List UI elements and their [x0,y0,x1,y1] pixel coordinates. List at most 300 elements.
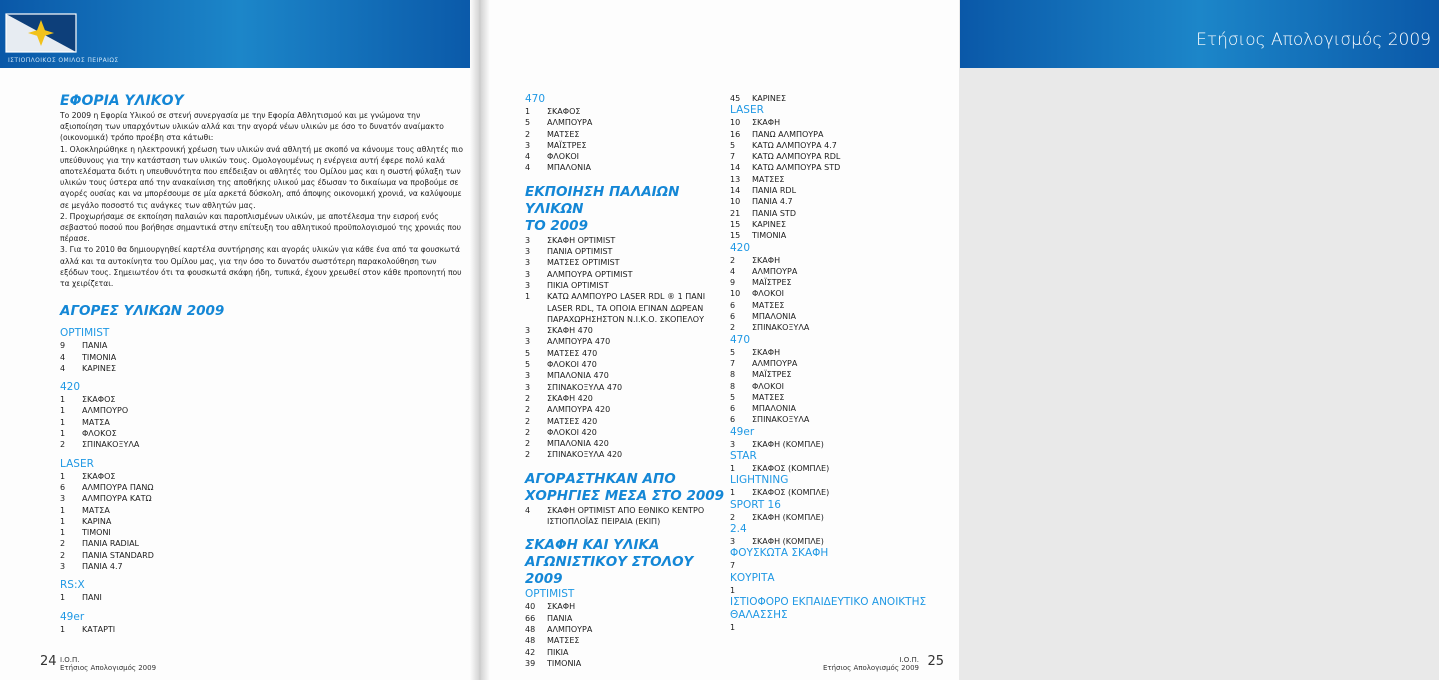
item-quantity: 3 [525,371,531,381]
item-quantity: 1 [730,622,736,632]
list-item [730,487,930,498]
item-description: ΣΚΑΦΗ [752,118,781,128]
paragraph: Το 2009 η Εφορία Υλικού σε στενή συνεργασία με την Εφορία Αθλητισμού και με γνώμονα την αξιοποίηση των υπαρχόντων υλικών αλλά και την αγορά νέων υλικών με όσο το δυνατόν αναίμακτο (οικονομικά) τρόπο προέβη στα κάτωθι: [60,111,444,143]
disposal-list [525,235,725,461]
item-description: ΦΛΟΚΟΙ [752,289,784,299]
item-description: ΜΠΑΛΟΝΙΑ [752,404,796,414]
list-item [60,417,465,428]
footer-org: Ι.Ο.Π. [60,656,80,664]
list-item [60,527,465,538]
list-item [525,505,725,516]
item-description: ΣΚΑΦΗ 420 [547,393,593,403]
fleet-title [525,537,725,588]
right-page [480,0,1431,680]
report-title: Ετήσιος Απολογισμός 2009 [1196,30,1431,50]
item-description: ΜΑΪΣΤΡΕΣ [547,140,587,150]
item-quantity: 2 [525,416,531,426]
item-quantity: 7 [730,358,736,368]
item-quantity: 1 [60,395,66,405]
item-description: ΠΑΝΙΑ OPTIMIST [547,247,613,257]
list-item [525,404,725,415]
footer-org: Ι.Ο.Π. [899,656,919,664]
item-quantity: 2 [730,255,736,265]
item-quantity: 16 [730,129,741,139]
group-name: 49er [730,425,755,438]
group-name: 2.4 [730,522,747,535]
item-description: ΠΑΝΙΑ RDL [752,186,797,196]
group-name: 470 [730,333,751,346]
paragraph: 3. Για το 2010 θα δημιουργηθεί καρτέλα συντήρησης και αγοράς υλικών για κάθε ένα από τα φουσκωτά αλλά και τα αυτοκίνητα του Ομίλου μας, για την όσο το δυνατόν σωστότερη παρακολούθηση των εξόδων τους. Σημειωτέον ότι τα φουσκωτά σκάφη ήδη, τυπικά, έχουν χρεωθεί στον κάθε προπονητή που τα χειρίζεται. [60,245,462,289]
item-quantity: 5 [730,140,736,150]
right-column-2 [730,93,930,633]
fleet-list [525,601,725,669]
disposal-title-line: ΕΚΠΟΙΗΣΗ ΠΑΛΑΙΩΝ ΥΛΙΚΩΝ [525,183,680,217]
item-quantity: 1 [60,516,66,526]
item-quantity: 3 [525,280,531,290]
list-item [730,585,930,596]
group-name: ΚΟΥΡΙΤΑ [730,571,775,584]
list-item [525,106,725,117]
list-item [525,257,725,268]
item-quantity: 5 [525,118,531,128]
list-item [60,428,465,439]
item-description: ΚΑΤΑΡΤΙ [82,624,116,634]
item-quantity: 15 [730,231,741,241]
list-item [730,536,930,547]
item-description: ΦΛΟΚΟΙ 420 [547,427,597,437]
group-name: ΦΟΥΣΚΩΤΑ ΣΚΑΦΗ [730,547,829,560]
list-item [730,463,930,474]
group-name: ΙΣΤΙΟΦΟΡΟ ΕΚΠΑΙΔΕΥΤΙΚΟ ΑΝΟΙΚΤΗΣ ΘΑΛΑΣΣΗΣ [730,595,927,621]
list-item [525,269,725,280]
list-item [730,358,930,369]
item-description: ΜΑΪΣΤΡΕΣ [752,370,792,380]
list-item [730,288,930,299]
list-item [525,303,725,314]
item-quantity: 3 [60,562,66,571]
list-item [730,266,930,277]
item-description: ΣΚΑΦΟΣ (ΚΟΜΠΛΕ) [752,464,830,474]
list-item [525,348,725,359]
group-name: LASER [730,104,764,117]
list-item [525,393,725,404]
purchases-title: ΑΓΟΡΕΣ ΥΛΙΚΩΝ 2009 [60,303,225,320]
item-quantity: 1 [60,505,66,515]
item-quantity: 2 [525,427,531,437]
footer-title: Ετήσιος Απολογισμός 2009 [822,664,919,672]
footer-title: Ετήσιος Απολογισμός 2009 [60,664,157,672]
item-quantity: 2 [730,323,736,333]
fleet-title-line: ΣΚΑΦΗ ΚΑΙ ΥΛΙΚΑ [525,537,660,554]
list-item [525,416,725,427]
item-description: ΑΛΜΠΟΥΡΟ [82,406,129,416]
item-description: ΣΠΙΝΑΚΟΞΥΛΑ [752,323,810,333]
item-quantity: 3 [525,258,531,268]
item-description: ΠΑΝΙ [82,593,102,603]
group-name: STAR [730,450,757,463]
item-description: ΠΑΝΩ ΑΛΜΠΟΥΡΑ [752,129,824,139]
list-item [525,336,725,347]
list-item [730,369,930,380]
list-item [525,325,725,336]
list-item [730,311,930,322]
item-quantity: 1 [60,406,66,416]
item-description: ΠΑΝΙΑ STANDARD [82,550,154,560]
group-name: 49er [60,610,85,623]
list-item [525,246,725,257]
item-description: ΠΑΝΙΑ STD [752,208,796,218]
list-item [525,314,725,325]
list-item [525,601,725,612]
item-description: ΚΑΤΩ ΑΛΜΠΟΥΡΑ STD [752,163,841,173]
section-title: ΕΦΟΡΙΑ ΥΛΙΚΟΥ [60,93,184,109]
list-item [730,140,930,151]
list-item [730,512,930,523]
item-quantity: 6 [730,312,736,322]
item-quantity: 2 [60,440,66,450]
item-quantity: 8 [730,381,736,391]
item-quantity: 6 [730,300,736,310]
list-item [60,538,465,549]
item-description: ΜΑΤΣΕΣ 470 [547,348,598,358]
item-quantity: 1 [525,292,531,302]
item-description: ΤΙΜΟΝΙΑ [752,231,787,241]
list-item [730,185,930,196]
item-quantity: 1 [60,429,66,439]
item-description: ΚΑΤΩ ΑΛΜΠΟΥΡΑ RDL [752,152,841,162]
item-description: ΦΛΟΚΟΙ [547,152,579,162]
list-item [525,280,725,291]
group-items [525,106,725,174]
item-quantity: 42 [525,647,536,657]
item-quantity: 6 [730,404,736,414]
item-description: ΑΛΜΠΟΥΡΑ [752,358,798,368]
item-description: ΣΠΙΝΑΚΟΞΥΛΑ 470 [547,382,623,392]
item-description: ΑΛΜΠΟΥΡΑ 470 [547,337,611,347]
list-item [525,235,725,246]
footer [60,656,156,672]
item-quantity: 3 [525,382,531,392]
list-item [525,151,725,162]
item-description: ΚΑΡΙΝΑ [82,516,112,526]
item-quantity: 1 [60,593,66,603]
item-description: ΜΑΤΣΑ [82,505,110,515]
item-description: ΣΚΑΦΟΣ [547,107,581,116]
item-quantity: 10 [730,289,741,299]
item-description [752,560,930,571]
list-item [60,561,465,572]
item-quantity: 3 [525,247,531,257]
fleet-list-continued [730,93,930,633]
item-quantity: 10 [730,118,741,128]
item-description: ΣΚΑΦΟΣ [82,471,116,481]
item-description [752,585,930,596]
item-description: ΦΛΟΚΟΙ [752,381,784,391]
item-quantity: 8 [730,370,736,380]
item-quantity: 13 [730,174,741,184]
item-description: ΜΑΤΣΕΣ [547,636,580,646]
item-description: ΠΑΝΙΑ RADIAL [82,539,140,549]
list-item [525,635,725,646]
list-item [60,471,465,482]
item-description: ΣΚΑΦΟΣ (ΚΟΜΠΛΕ) [752,488,830,498]
list-item [60,550,465,561]
item-quantity: 6 [730,415,736,425]
group-name: OPTIMIST [60,327,110,340]
right-column-1 [525,93,725,669]
list-item [525,359,725,370]
item-description: ΑΛΜΠΟΥΡΑ [547,624,593,634]
item-quantity: 1 [730,488,736,498]
list-item [60,352,465,363]
list-item [730,129,930,140]
item-description: ΚΑΤΩ ΑΛΜΠΟΥΡΟ LASER RDL ® 1 ΠΑΝΙ [547,292,706,302]
list-item [730,230,930,241]
list-item [730,174,930,185]
item-description: ΣΚΑΦΗ 470 [547,326,593,336]
group-name: OPTIMIST [525,588,575,601]
page-number: 25 [927,654,944,669]
item-description: ΠΙΚΙΑ [547,647,569,657]
item-quantity: 3 [525,337,531,347]
item-description: ΤΙΜΟΝΙ [82,528,111,538]
group-name: 420 [730,241,751,254]
list-item [525,117,725,128]
item-quantity: 7 [730,152,736,162]
list-item [730,208,930,219]
item-quantity: 4 [60,363,66,373]
list-item [60,363,465,374]
item-quantity: 1 [525,107,531,116]
sponsor-list [525,505,725,528]
item-quantity: 3 [525,326,531,336]
item-quantity: 1 [60,471,66,481]
item-description: ΠΑΝΙΑ 4.7 [82,562,123,571]
item-quantity: 5 [730,347,736,357]
group-name: RS:X [60,579,85,592]
item-description: ΣΚΑΦΗ (ΚΟΜΠΛΕ) [752,439,824,449]
item-quantity [525,314,547,325]
item-quantity: 9 [730,278,736,288]
list-item [525,162,725,173]
item-quantity: 14 [730,163,741,173]
list-item [730,322,930,333]
item-description: ΚΑΤΩ ΑΛΜΠΟΥΡΑ 4.7 [752,140,837,150]
fleet-title-line: ΑΓΩΝΙΣΤΙΚΟΥ ΣΤΟΛΟΥ 2009 [525,554,694,588]
header-band-left [0,0,479,68]
item-quantity: 5 [525,360,531,370]
list-item [60,592,465,603]
list-item [730,403,930,414]
list-item [525,647,725,658]
item-description: ΜΑΤΣΑ [82,417,110,427]
item-quantity: 7 [730,561,736,571]
item-description: ΠΙΚΙΑ OPTIMIST [547,280,609,290]
item-description: LASER RDL, ΤΑ ΟΠΟΙΑ ΕΓΙΝΑΝ ΔΩΡΕΑΝ [547,303,704,313]
paragraph: 2. Προχωρήσαμε σε εκποίηση παλαιών και παροπλισμένων υλικών, με αποτέλεσμα την εισροή ενός σεβαστού ποσού που βοήθησε σημαντικά στην επίτευξη του αθλητικού προϋπολογισμού της χρονιάς που πέρασε. [60,211,461,244]
item-quantity: 3 [730,536,736,546]
list-item [525,370,725,381]
list-item [730,255,930,266]
list-item [60,439,465,450]
list-item [525,624,725,635]
item-description: ΙΣΤΙΟΠΛΟΪΑΣ ΠΕΙΡΑΙΑ (ΕΚΙΠ) [547,517,661,527]
item-description: ΚΑΡΙΝΕΣ [752,219,786,229]
group-name: LIGHTNING [730,474,789,487]
item-quantity: 4 [525,505,531,515]
list-item [730,219,930,230]
item-description: ΣΚΑΦΗ (ΚΟΜΠΛΕ) [752,536,824,546]
item-description: ΠΑΝΙΑ [82,341,108,351]
disposal-title-line: ΤΟ 2009 [525,217,588,234]
list-item [730,560,930,571]
item-description: ΑΛΜΠΟΥΡΑ [752,266,798,276]
item-quantity: 1 [60,417,66,427]
group-name: 470 [525,93,546,105]
item-description: ΜΑΤΣΕΣ [547,129,580,139]
item-description: ΠΑΝΙΑ 4.7 [752,197,793,207]
page-number: 24 [40,654,57,669]
item-quantity: 5 [730,392,736,402]
list-item [60,516,465,527]
item-quantity: 4 [730,266,736,276]
item-description: ΣΚΑΦΗ OPTIMIST [547,235,616,245]
item-quantity: 15 [730,219,741,229]
list-item [60,505,465,516]
item-quantity: 5 [525,348,531,358]
item-description: ΜΑΤΣΕΣ [752,300,785,310]
list-item [525,516,725,527]
item-quantity: 1 [60,528,66,538]
item-description: ΜΑΪΣΤΡΕΣ [752,278,792,288]
item-quantity: 3 [525,269,531,279]
list-item [525,129,725,140]
list-item [730,622,930,633]
intro-text [60,110,465,289]
item-description: ΚΑΡΙΝΕΣ [752,94,786,103]
item-description [752,622,930,633]
group-name: SPORT 16 [730,498,781,511]
item-quantity: 2 [525,393,531,403]
list-item [730,300,930,311]
item-quantity: 4 [60,352,66,362]
item-quantity: 66 [525,613,536,623]
list-item [730,277,930,288]
item-quantity [525,516,547,527]
list-item [525,438,725,449]
item-description: ΤΙΜΟΝΙΑ [547,658,582,668]
item-description: ΜΠΑΛΟΝΙΑ 470 [547,371,609,381]
item-description: ΚΑΡΙΝΕΣ [82,363,116,373]
item-description: ΣΠΙΝΑΚΟΞΥΛΑ [82,440,140,450]
item-quantity: 39 [525,658,536,668]
item-description: ΠΑΡΑΧΩΡΗΣΗΣΤΟΝ Ν.Ι.Κ.Ο. ΣΚΟΠΕΛΟΥ [547,314,704,324]
item-description: ΤΙΜΟΝΙΑ [82,352,117,362]
group-name: LASER [60,457,94,470]
club-name: ΙΣΤΙΟΠΛΟΙΚΟΣ ΟΜΙΛΟΣ ΠΕΙΡΑΙΩΣ [8,57,119,64]
item-description: ΜΑΤΣΕΣ [752,174,785,184]
item-quantity: 9 [60,341,66,351]
list-item [525,613,725,624]
item-description: ΑΛΜΠΟΥΡΑ ΚΑΤΩ [82,494,152,504]
item-quantity: 48 [525,636,536,646]
list-item [60,405,465,416]
footer [823,656,919,672]
item-description: ΑΛΜΠΟΥΡΑ [547,118,593,128]
item-quantity: 4 [525,163,531,173]
list-item [60,493,465,504]
item-quantity: 2 [525,450,531,460]
list-item [730,93,930,104]
list-item [60,394,465,405]
item-quantity: 1 [730,464,736,474]
item-description: ΣΚΑΦΗ OPTIMIST ΑΠΟ ΕΘΝΙΚΟ ΚΕΝΤΡΟ [547,505,705,515]
item-description: ΦΛΟΚΟΙ 470 [547,360,597,370]
item-description: ΜΑΤΣΕΣ [752,392,785,402]
item-quantity: 1 [730,585,736,595]
list-item [730,162,930,173]
item-description: ΣΚΑΦΗ [752,347,781,357]
list-item [60,624,465,635]
item-quantity: 45 [730,94,741,103]
list-item [730,347,930,358]
list-item [525,658,725,669]
item-quantity: 3 [525,140,531,150]
item-quantity: 2 [525,439,531,449]
item-description: ΦΛΟΚΟΣ [82,429,117,439]
item-description: ΣΠΙΝΑΚΟΞΥΛΑ [752,415,810,425]
item-description: ΣΚΑΦΗ [752,255,781,265]
list-item [730,117,930,128]
paragraph: 1. Ολοκληρώθηκε η ηλεκτρονική χρέωση των υλικών ανά αθλητή με σκοπό να κάνουμε τους αθλητές πιο υπεύθυνους για την κατάσταση των υλικών τους. Ομολογουμένως η ενέργεια αυτή έφερε πολύ καλά αποτελέσματα διότι η υπευθυνότητα που επέδειξαν οι αθλητές του Ομίλου μας και η σωστή φύλαξη των υλικών τους ύστερα από την ανακαίνιση της αποθήκης υλικού μας έδωσαν το δικαίωμα να προβούμε σε αγορές ουσίας και να μπορέσουμε σε μία αρκετά δύσκολη, από άποψης οικονομική χρονιά, να καλύψουμε σε μεγάλο ποσοστό τις ανάγκες των αθλητών μας. [60,144,463,210]
item-description: ΜΠΑΛΟΝΙΑ [547,163,591,173]
left-content [60,93,465,635]
list-item [525,291,725,302]
item-description: ΜΠΑΛΟΝΙΑ 420 [547,439,609,449]
group-name: 420 [60,381,81,394]
disposal-title [525,184,725,235]
list-item [730,381,930,392]
item-quantity: 2 [525,129,531,139]
list-item [730,151,930,162]
sponsor-title [525,471,725,505]
item-quantity: 4 [525,152,531,162]
item-quantity: 2 [60,539,66,549]
sponsor-title-line: ΑΓΟΡΑΣΤΗΚΑΝ ΑΠΟ [525,470,676,487]
item-quantity: 14 [730,186,741,196]
item-description: ΑΛΜΠΟΥΡΑ ΠΑΝΩ [82,482,154,492]
club-logo-icon [4,8,78,58]
item-description: ΣΠΙΝΑΚΟΞΥΛΑ 420 [547,450,623,460]
page-fold [470,0,490,680]
sponsor-title-line: ΧΟΡΗΓΙΕΣ ΜΕΣΑ ΣΤΟ 2009 [525,487,725,504]
item-quantity: 6 [60,482,66,492]
item-description: ΠΑΝΙΑ [547,613,573,623]
item-quantity: 2 [730,512,736,522]
list-item [730,196,930,207]
item-quantity: 3 [525,235,531,245]
item-description: ΣΚΑΦΗ [547,602,576,612]
list-item [730,392,930,403]
item-description: ΑΛΜΠΟΥΡΑ OPTIMIST [547,269,633,279]
left-page [0,0,479,680]
item-description: ΜΑΤΣΕΣ OPTIMIST [547,258,620,268]
item-quantity: 2 [60,550,66,560]
purchases-list [60,327,465,635]
item-quantity [525,303,547,314]
item-description: ΣΚΑΦΗ (ΚΟΜΠΛΕ) [752,512,824,522]
list-item [525,140,725,151]
